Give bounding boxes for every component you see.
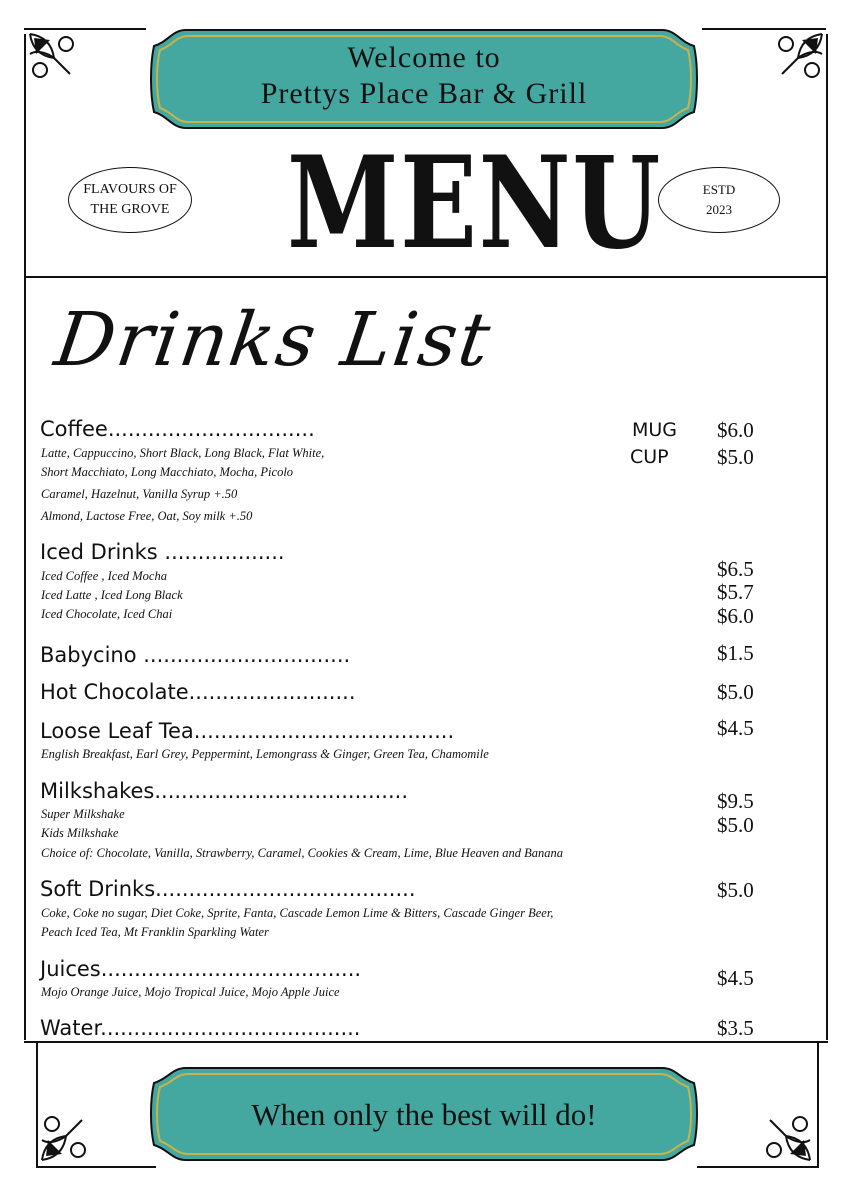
established-badge-line-1: ESTD bbox=[702, 182, 736, 197]
iced-price-2: $5.7 bbox=[717, 580, 754, 604]
footer-divider bbox=[24, 1041, 828, 1043]
flavours-badge-line-2: THE GROVE bbox=[90, 202, 170, 217]
bottom-right-rule bbox=[697, 1166, 817, 1168]
welcome-line-1: Welcome to bbox=[347, 41, 501, 74]
top-left-flourish-icon bbox=[26, 30, 82, 86]
coffee-line-4: Almond, Lactose Free, Oat, Soy milk +.50 bbox=[41, 509, 253, 523]
frame-right-line bbox=[826, 34, 828, 1040]
hot-chocolate-heading: Hot Chocolate......................... bbox=[40, 680, 356, 704]
top-right-flourish-icon bbox=[770, 30, 826, 86]
hot-chocolate-price: $5.0 bbox=[717, 680, 754, 704]
drinks-list-title: Drinks List bbox=[49, 297, 497, 383]
established-badge-line-2: 2023 bbox=[706, 202, 732, 217]
juices-heading: Juices....................................... bbox=[40, 957, 362, 981]
tea-line: English Breakfast, Earl Grey, Peppermint, Lemongrass & Ginger, Green Tea, Chamomile bbox=[41, 747, 489, 761]
milkshake-line-2: Kids Milkshake bbox=[41, 826, 119, 840]
tea-price: $4.5 bbox=[717, 716, 754, 740]
coffee-price-mug: $6.0 bbox=[717, 418, 754, 442]
iced-drinks-heading: Iced Drinks .................. bbox=[40, 540, 285, 564]
menu-title: MENU bbox=[287, 129, 662, 277]
coffee-price-cup: $5.0 bbox=[717, 445, 754, 469]
tea-heading: Loose Leaf Tea....................................... bbox=[40, 719, 455, 743]
iced-line-2: Iced Latte , Iced Long Black bbox=[41, 588, 183, 602]
welcome-banner bbox=[146, 28, 702, 130]
soft-drinks-price: $5.0 bbox=[717, 878, 754, 902]
milkshake-line-3: Choice of: Chocolate, Vanilla, Strawberry, Caramel, Cookies & Cream, Lime, Blue Heaven and Banana bbox=[41, 846, 564, 860]
established-badge bbox=[658, 167, 780, 233]
flavours-badge bbox=[68, 167, 192, 233]
coffee-size-mug: MUG bbox=[632, 419, 678, 441]
footer-right-line bbox=[817, 1043, 819, 1168]
babycino-price: $1.5 bbox=[717, 641, 754, 665]
flavours-badge-line-1: FLAVOURS OF bbox=[83, 182, 177, 197]
coffee-heading: Coffee............................... bbox=[40, 417, 315, 441]
coffee-line-1: Latte, Cappuccino, Short Black, Long Black, Flat White, bbox=[41, 446, 325, 460]
water-heading: Water....................................... bbox=[40, 1016, 361, 1040]
milkshake-price-2: $5.0 bbox=[717, 813, 754, 837]
frame-left-line bbox=[24, 34, 26, 1040]
iced-price-1: $6.5 bbox=[717, 557, 754, 581]
juices-line: Mojo Orange Juice, Mojo Tropical Juice, Mojo Apple Juice bbox=[41, 985, 340, 999]
coffee-size-cup: CUP bbox=[630, 446, 669, 468]
bottom-left-rule bbox=[36, 1166, 156, 1168]
water-price: $3.5 bbox=[717, 1016, 754, 1040]
milkshake-price-1: $9.5 bbox=[717, 789, 754, 813]
coffee-line-2: Short Macchiato, Long Macchiato, Mocha, Picolo bbox=[41, 465, 294, 479]
juices-price: $4.5 bbox=[717, 966, 754, 990]
bottom-right-flourish-icon bbox=[758, 1108, 814, 1164]
milkshakes-heading: Milkshakes...................................... bbox=[40, 779, 409, 803]
iced-line-1: Iced Coffee , Iced Mocha bbox=[41, 569, 167, 583]
bottom-left-flourish-icon bbox=[38, 1108, 94, 1164]
iced-price-3: $6.0 bbox=[717, 604, 754, 628]
iced-line-3: Iced Chocolate, Iced Chai bbox=[41, 607, 173, 621]
soft-drinks-heading: Soft Drinks....................................... bbox=[40, 877, 416, 901]
tagline-banner bbox=[146, 1066, 702, 1162]
babycino-heading: Babycino ............................... bbox=[40, 643, 351, 667]
soft-drinks-line-1: Coke, Coke no sugar, Diet Coke, Sprite, Fanta, Cascade Lemon Lime & Bitters, Cascade Ginger Beer, bbox=[41, 906, 554, 920]
milkshake-line-1: Super Milkshake bbox=[41, 807, 125, 821]
soft-drinks-line-2: Peach Iced Tea, Mt Franklin Sparkling Water bbox=[41, 925, 269, 939]
welcome-line-2: Prettys Place Bar & Grill bbox=[260, 77, 588, 110]
coffee-line-3: Caramel, Hazelnut, Vanilla Syrup +.50 bbox=[41, 487, 238, 501]
footer-tagline: When only the best will do! bbox=[251, 1097, 597, 1132]
